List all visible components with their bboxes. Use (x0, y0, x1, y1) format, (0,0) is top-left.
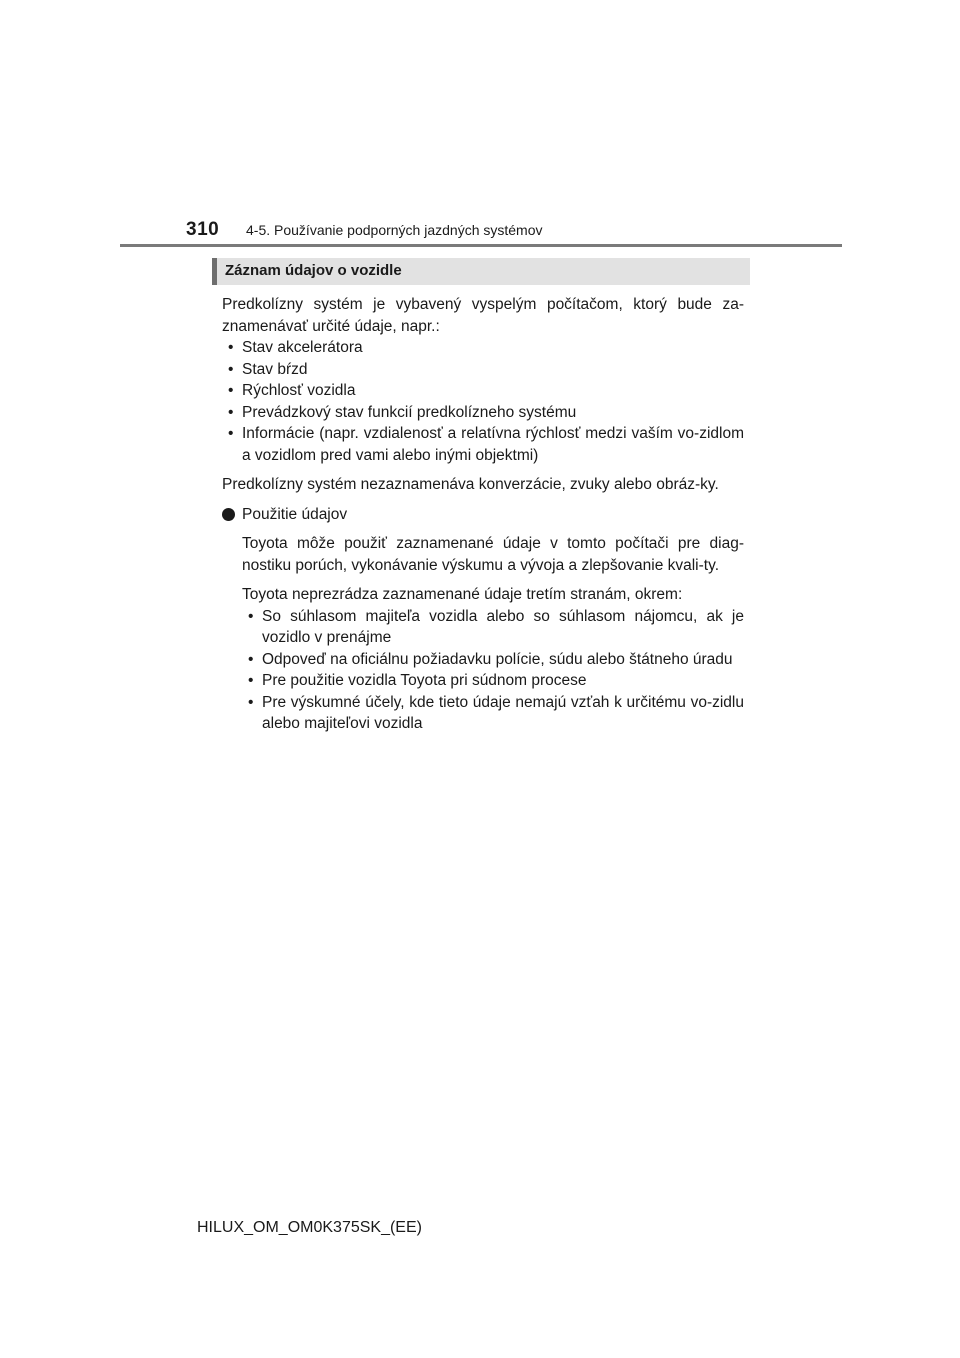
page-number: 310 (186, 219, 220, 240)
footer-document-code: HILUX_OM_OM0K375SK_(EE) (197, 1219, 422, 1236)
title-bar-accent (212, 258, 217, 285)
recorded-items-list (222, 337, 744, 466)
list-item: • So súhlasom majiteľa vozidla alebo so súhlasom nájomcu, ak je vozidlo v prenájme (242, 606, 744, 649)
header-rule (120, 244, 842, 247)
usage-paragraph-2: Toyota neprezrádza zaznamenané údaje tretím stranám, okrem: (242, 586, 683, 603)
usage-subheading (222, 504, 744, 526)
usage-heading-text: Použitie údajov (242, 505, 348, 523)
list-item: • Stav bŕzd (222, 359, 744, 381)
content-body (222, 294, 744, 735)
usage-section (222, 533, 744, 735)
not-recorded-paragraph: Predkolízny systém nezaznamenáva konverzácie, zvuky alebo obráz-ky. (222, 476, 719, 493)
list-item: • Stav akcelerátora (222, 337, 744, 359)
section-title: Záznam údajov o vozidle (225, 262, 402, 279)
exceptions-list (242, 606, 744, 735)
list-item: • Informácie (napr. vzdialenosť a relatívna rýchlosť medzi vaším vo-zidlom a vozidlom pred vami alebo inými objektmi) (222, 423, 744, 466)
list-item: • Prevádzkový stav funkcií predkolízneho systému (222, 402, 744, 424)
list-item: • Rýchlosť vozidla (222, 380, 744, 402)
bullet-dot-icon (222, 508, 235, 521)
list-item: • Pre použitie vozidla Toyota pri súdnom procese (242, 670, 744, 692)
usage-paragraph-1: Toyota môže použiť zaznamenané údaje v tomto počítači pre diag-nostiku porúch, vykonávanie výskumu a vývoja a zlepšovanie kvali-ty. (242, 535, 744, 574)
list-item: • Odpoveď na oficiálnu požiadavku polície, súdu alebo štátneho úradu (242, 649, 744, 671)
section-title-bar (212, 258, 750, 285)
section-header: 4-5. Používanie podporných jazdných systémov (246, 222, 543, 238)
intro-paragraph: Predkolízny systém je vybavený vyspelým počítačom, ktorý bude za-znamenávať určité údaje, napr.: (222, 296, 744, 335)
list-item: • Pre výskumné účely, kde tieto údaje nemajú vzťah k určitému vo-zidlu alebo majiteľovi vozidla (242, 692, 744, 735)
